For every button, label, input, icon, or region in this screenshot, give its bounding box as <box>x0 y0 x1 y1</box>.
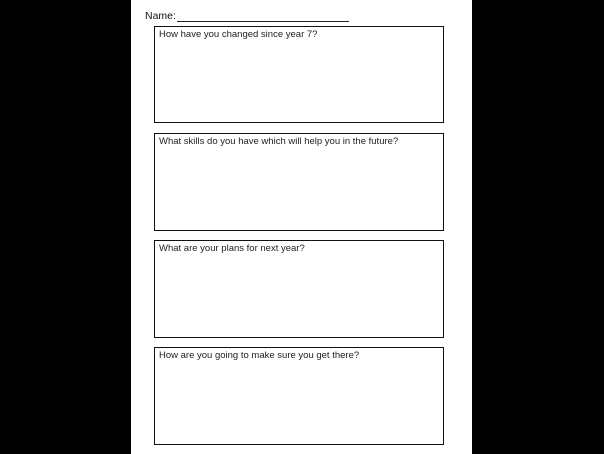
question-plans: What are your plans for next year? <box>159 243 305 254</box>
name-label: Name: <box>145 10 176 22</box>
question-changes: How have you changed since year 7? <box>159 29 318 40</box>
name-answer-line[interactable] <box>177 10 349 22</box>
answer-box-plans[interactable] <box>154 240 444 338</box>
answer-box-getting-there[interactable] <box>154 347 444 445</box>
worksheet-page <box>131 0 472 454</box>
name-row <box>145 10 349 22</box>
question-skills: What skills do you have which will help you in the future? <box>159 136 399 147</box>
question-getting-there: How are you going to make sure you get there? <box>159 350 360 361</box>
answer-box-skills[interactable] <box>154 133 444 231</box>
answer-box-changes[interactable] <box>154 26 444 123</box>
